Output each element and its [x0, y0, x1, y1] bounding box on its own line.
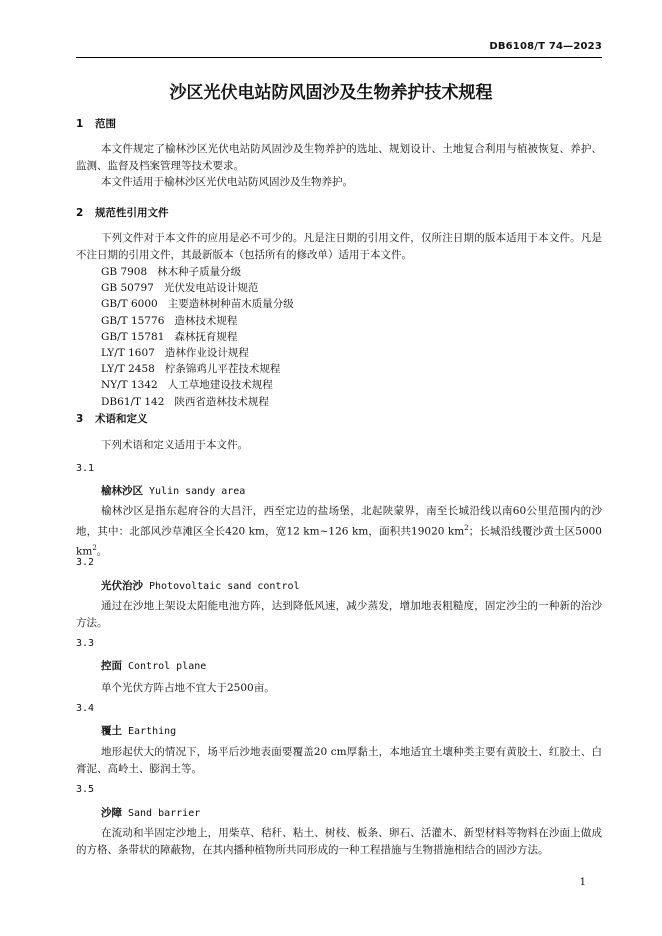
term-definition: [76, 598, 602, 631]
term-heading: [101, 483, 627, 498]
section-3-intro: [76, 437, 602, 454]
reference-item: [101, 264, 602, 280]
term-definition: [76, 825, 602, 858]
reference-title: 造林作业设计规程: [164, 347, 249, 360]
reference-item: [101, 377, 602, 393]
reference-code: GB/T 15781: [101, 330, 165, 343]
paragraph: 下列文件对于本文件的应用是必不可少的。凡是注日期的引用文件，仅所注日期的版本适用于本文件。凡是不注日期的引用文件，其最新版本（包括所有的修改单）适用于本文件。: [76, 232, 602, 261]
term-zh: 榆林沙区: [101, 485, 143, 497]
reference-title: 光伏发电站设计规范: [163, 282, 259, 295]
reference-item: [101, 329, 602, 345]
reference-code: GB/T 15776: [101, 314, 165, 327]
term-zh: 控面: [101, 660, 122, 672]
section-number: 2: [76, 207, 84, 219]
paragraph: [76, 503, 602, 560]
section-1-body: [76, 141, 602, 191]
paragraph: 本文件规定了榆林沙区光伏电站防风固沙及生物养护的选址、规划设计、土地复合利用与植被恢复、养护、监测、监督及档案管理等技术要求。: [76, 143, 602, 172]
reference-title: 造林技术规程: [174, 314, 238, 327]
term-number: 3.1: [76, 463, 95, 474]
term-zh: 光伏治沙: [101, 580, 143, 592]
reference-title: 人工草地建设技术规程: [167, 379, 273, 392]
reference-code: GB/T 6000: [101, 298, 158, 311]
term-number: 3.2: [76, 557, 95, 568]
superscript: 2: [92, 543, 97, 552]
definition-text: ；长城沿线覆沙黄土区5000 km: [76, 525, 602, 557]
reference-item: [101, 280, 602, 296]
paragraph: 本文件适用于榆林沙区光伏电站防风固沙及生物养护。: [101, 176, 353, 188]
section-3-heading: [76, 411, 602, 426]
paragraph: 地形起伏大的情况下，场平后沙地表面要覆盖20 cm厚黏土，本地适宜土壤种类主要有黄胶土、红胶土、白膏泥、高岭土、膨润土等。: [76, 746, 602, 775]
reference-code: LY/T 2458: [101, 363, 155, 376]
reference-code: GB 50797: [101, 282, 154, 295]
reference-code: GB 7908: [101, 266, 148, 278]
reference-list: [76, 264, 602, 410]
term-en: Earthing: [128, 726, 177, 737]
section-title: 范围: [95, 118, 116, 130]
reference-title: 森林抚育规程: [174, 330, 238, 343]
term-heading: [101, 723, 627, 738]
section-title: 术语和定义: [95, 413, 148, 425]
paragraph: 下列术语和定义适用于本文件。: [101, 439, 248, 451]
section-1-heading: [76, 116, 602, 131]
reference-item: [101, 394, 602, 410]
paragraph: 在流动和半固定沙地上，用柴草、秸秆、粘土、树枝、板条、卵石、活灌木、新型材料等物料在沙面上做成的方格、条带状的障蔽物，在其内播种植物所共同形成的一种工程措施与生物措施相结合的固沙方法。: [76, 827, 602, 856]
term-definition: [76, 680, 602, 697]
term-heading: [101, 658, 627, 673]
reference-code: NY/T 1342: [101, 379, 158, 392]
term-en: Sand barrier: [128, 808, 201, 819]
section-number: 1: [76, 118, 84, 130]
term-heading: [101, 578, 627, 593]
term-zh: 沙障: [101, 807, 122, 819]
reference-item: [101, 345, 602, 361]
section-number: 3: [76, 413, 84, 425]
reference-item: [101, 296, 602, 312]
document-code: DB6108/T 74—2023: [489, 41, 602, 52]
reference-title: 柠条锦鸡儿平茬技术规程: [164, 363, 281, 376]
reference-item: [101, 313, 602, 329]
page-number: 1: [579, 877, 586, 888]
section-2-heading: [76, 205, 602, 220]
reference-code: LY/T 1607: [101, 347, 155, 360]
reference-code: DB61/T 142: [101, 395, 165, 408]
paragraph: 单个光伏方阵占地不宜大于2500亩。: [101, 682, 275, 694]
header-rule: [76, 57, 602, 58]
reference-title: 主要造林树种苗木质量分级: [167, 298, 294, 311]
term-zh: 覆土: [101, 725, 122, 737]
term-heading: [101, 805, 627, 820]
term-number: 3.5: [76, 784, 95, 795]
term-definition: [76, 503, 602, 560]
term-en: Yulin sandy area: [149, 486, 246, 497]
definition-text: 。: [96, 545, 108, 557]
superscript: 2: [464, 523, 469, 532]
term-en: Control plane: [128, 661, 207, 672]
section-title: 规范性引用文件: [95, 207, 169, 219]
term-number: 3.3: [76, 638, 95, 649]
term-definition: [76, 744, 602, 777]
reference-item: [101, 361, 602, 377]
term-number: 3.4: [76, 703, 95, 714]
definition-text: 榆林沙区是指东起府谷的大昌汗，西至定边的盐场堡，北起陕蒙界，南至长城沿线以南60公里范围内的沙地，其中：北部风沙草滩区全长420 km，宽12 km~126 km，面积共19020 km: [76, 505, 602, 537]
reference-title: 林木种子质量分级: [157, 266, 242, 278]
paragraph: 通过在沙地上架设太阳能电池方阵，达到降低风速，减少蒸发，增加地表粗糙度，固定沙尘的一种新的治沙方法。: [76, 600, 602, 629]
section-2-body: [76, 230, 602, 410]
reference-title: 陕西省造林技术规程: [174, 395, 269, 408]
document-title: 沙区光伏电站防风固沙及生物养护技术规程: [169, 83, 493, 103]
term-en: Photovoltaic sand control: [149, 581, 300, 592]
